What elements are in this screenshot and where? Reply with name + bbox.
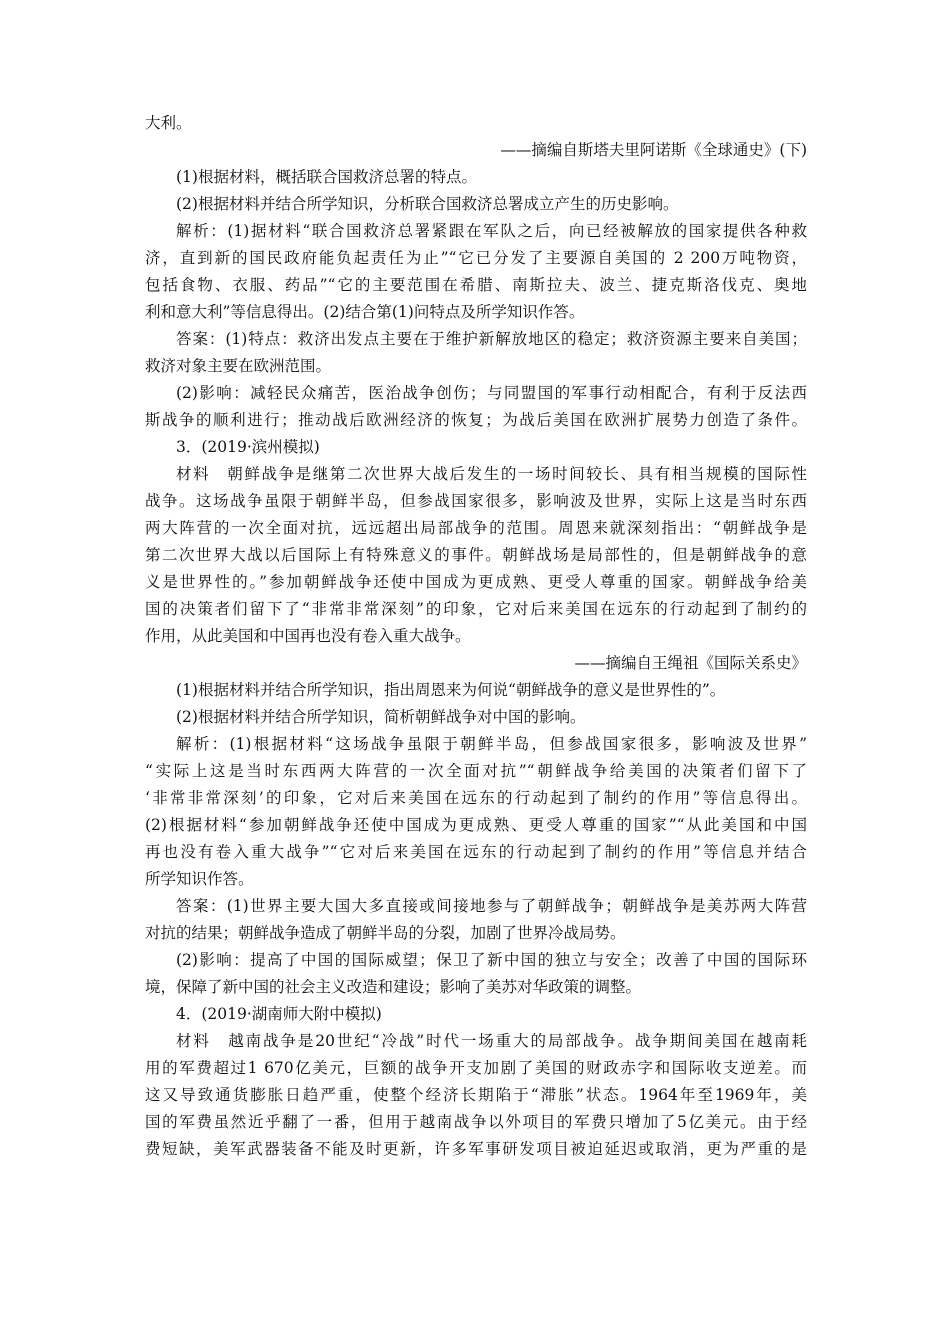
text-line: 答案：(1)特点：救济出发点主要在于维护新解放地区的稳定；救济资源主要来自美国； [176, 330, 807, 348]
text-line: (2)根据材料“参加朝鲜战争还使中国成为更成熟、更受人尊重的国家”“从此美国和中国 [145, 816, 807, 834]
text-line: (1)根据材料，概括联合国救济总署的特点。 [176, 168, 477, 186]
text-line: 这又导致通货膨胀日趋严重，使整个经济长期陷于“滞胀”状态。1964年至1969年，美 [145, 1086, 807, 1104]
text-line: ‘非常非常深刻’的印象，它对后来美国在远东的行动起到了制约的作用”等信息得出。 [145, 789, 807, 807]
text-line: (2)影响：提高了中国的国际威望；保卫了新中国的独立与安全；改善了中国的国际环 [176, 951, 807, 969]
text-line: 费短缺，美军武器装备不能及时更新，许多军事研发项目被迫延迟或取消，更为严重的是 [145, 1140, 807, 1158]
text-line: 战争。这场战争虽限于朝鲜半岛，但参战国家很多，影响波及世界，实际上这是当时东西 [145, 492, 807, 510]
text-line: 包括食物、衣服、药品”“它的主要范围在希腊、南斯拉夫、波兰、捷克斯洛伐克、奥地 [145, 276, 807, 294]
text-line: 大利。 [145, 114, 192, 132]
text-line: ——摘编自斯塔夫里阿诺斯《全球通史》(下) [500, 141, 807, 159]
text-line: 义是世界性的。”参加朝鲜战争还使中国成为更成熟、更受人尊重的国家。朝鲜战争给美 [145, 573, 807, 591]
text-line: 第二次世界大战以后国际上有特殊意义的事件。朝鲜战场是局部性的，但是朝鲜战争的意 [145, 546, 807, 564]
text-line: (2)影响：减轻民众痛苦，医治战争创伤；与同盟国的军事行动相配合，有利于反法西 [176, 384, 807, 402]
text-line: “实际上这是当时东西两大阵营的一次全面对抗”“朝鲜战争给美国的决策者们留下了 [145, 762, 807, 780]
text-line: 两大阵营的一次全面对抗，远远超出局部战争的范围。周恩来就深刻指出：“朝鲜战争是 [145, 519, 807, 537]
text-line: 用的军费超过1 670亿美元，巨额的战争开支加剧了美国的财政赤字和国际收支逆差。而 [145, 1059, 807, 1077]
document-body [145, 110, 807, 1163]
text-line: (2)根据材料并结合所学知识，简析朝鲜战争对中国的影响。 [176, 708, 586, 726]
text-line: 材料 越南战争是20世纪“冷战”时代一场重大的局部战争。战争期间美国在越南耗 [176, 1032, 807, 1050]
text-line: 答案：(1)世界主要大国大多直接或间接地参与了朝鲜战争；朝鲜战争是美苏两大阵营 [176, 897, 807, 915]
text-line: 材料 朝鲜战争是继第二次世界大战后发生的一场时间较长、具有相当规模的国际性 [176, 465, 807, 483]
text-line: (1)根据材料并结合所学知识，指出周恩来为何说“朝鲜战争的意义是世界性的”。 [176, 681, 726, 699]
text-line: 解析：(1)根据材料“这场战争虽限于朝鲜半岛，但参战国家很多，影响波及世界” [176, 735, 807, 753]
text-line: 境，保障了新中国的社会主义改造和建设；影响了美苏对华政策的调整。 [145, 978, 642, 996]
text-line: 国的军费虽然近乎翻了一番，但用于越南战争以外项目的军费只增加了5亿美元。由于经 [145, 1113, 807, 1131]
text-line: 解析：(1)据材料“联合国救济总署紧跟在军队之后，向已经被解放的国家提供各种救 [176, 222, 807, 240]
text-line: 再也没有卷入重大战争”“它对后来美国在远东的行动起到了制约的作用”等信息并结合 [145, 843, 807, 861]
text-line: ——摘编自王绳祖《国际关系史》 [574, 654, 807, 672]
text-line: (2)根据材料并结合所学知识，分析联合国救济总署成立产生的历史影响。 [176, 195, 679, 213]
text-line: 3．(2019·滨州模拟) [176, 438, 320, 456]
text-line: 济，直到新的国民政府能负起责任为止”“它已分发了主要源自美国的 2 200万吨物资， [145, 249, 807, 267]
text-line: 国的决策者们留下了“非常非常深刻”的印象，它对后来美国在远东的行动起到了制约的 [145, 600, 807, 618]
text-line: 斯战争的顺利进行；推动战后欧洲经济的恢复；为战后美国在欧洲扩展势力创造了条件。 [145, 411, 807, 429]
text-line: 对抗的结果；朝鲜战争造成了朝鲜半岛的分裂，加剧了世界冷战局势。 [145, 924, 626, 942]
text-line: 所学知识作答。 [145, 870, 254, 888]
text-line: 4．(2019·湖南师大附中模拟) [176, 1005, 382, 1023]
text-line: 救济对象主要在欧洲范围。 [145, 357, 332, 375]
text-line: 作用，从此美国和中国再也没有卷入重大战争。 [145, 627, 471, 645]
text-line: 利和意大利”等信息得出。(2)结合第(1)问特点及所学知识作答。 [145, 303, 585, 321]
